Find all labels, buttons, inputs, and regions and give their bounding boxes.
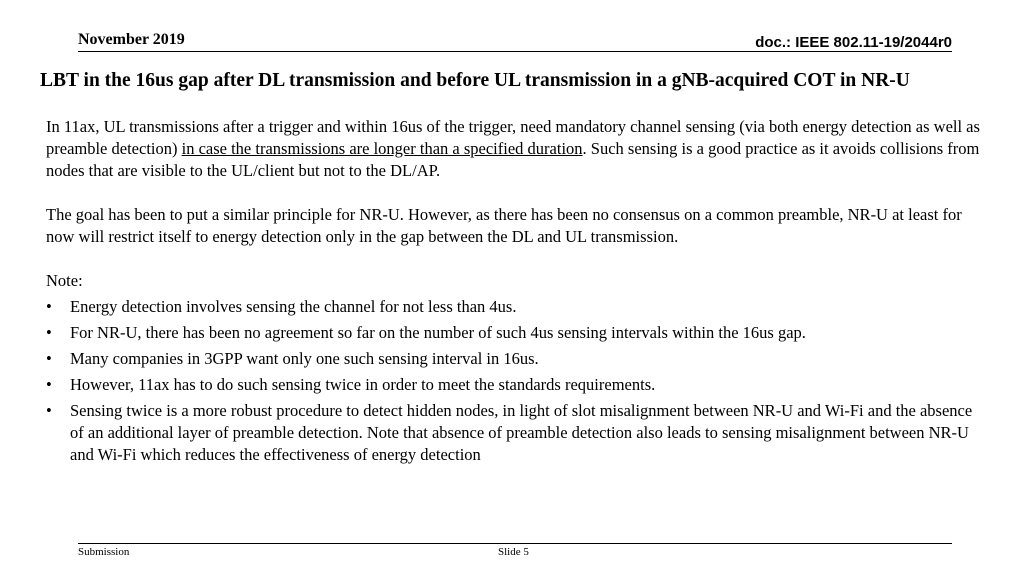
header-doc-id: doc.: IEEE 802.11-19/2044r0 <box>755 34 952 51</box>
list-item-text: For NR-U, there has been no agreement so far on the number of such 4us sensing intervals within the 16us gap. <box>70 323 806 342</box>
list-item <box>46 400 986 466</box>
bullet-icon: • <box>46 401 52 420</box>
list-item-text: However, 11ax has to do such sensing twice in order to meet the standards requirements. <box>70 375 656 394</box>
list-item-text: Sensing twice is a more robust procedure to detect hidden nodes, in light of slot misalignment between NR-U and Wi-Fi and the absence of an additional layer of preamble detection. Note that absence of preamble detection also leads to sensing misalignment between NR-U and Wi-Fi which reduces the effectiveness of energy detection <box>70 401 973 464</box>
note-label: Note: <box>46 271 83 290</box>
list-item <box>46 296 986 318</box>
footer-submission: Submission <box>78 546 130 558</box>
bullet-icon: • <box>46 323 52 342</box>
list-item-text: Many companies in 3GPP want only one such sensing interval in 16us. <box>70 349 539 368</box>
paragraph-1-underlined: in case the transmissions are longer than a specified duration <box>181 139 583 158</box>
header-date: November 2019 <box>78 31 185 48</box>
slide-title: LBT in the 16us gap after DL transmission and before UL transmission in a gNB-acquired COT in NR-U <box>40 70 910 91</box>
bullet-icon: • <box>46 349 52 368</box>
paragraph-2: The goal has been to put a similar principle for NR-U. However, as there has been no consensus on a common preamble, NR-U at least for now will restrict itself to energy detection only in the gap between the DL and UL transmission. <box>46 205 962 246</box>
paragraph-1 <box>46 116 986 182</box>
slide-body <box>46 116 986 466</box>
footer-divider <box>78 543 952 544</box>
bullet-icon: • <box>46 297 52 316</box>
list-item <box>46 374 986 396</box>
list-item <box>46 322 986 344</box>
note-list <box>46 296 986 466</box>
footer-slide-number: Slide 5 <box>498 546 529 558</box>
paragraph-1-tail: . Such sensing is a good practice as it avoids collisions from nodes that are visible to the UL/client but not to the DL/AP. <box>46 139 980 180</box>
paragraph-1-text: In 11ax, UL transmissions after a trigger and within 16us of the trigger, need mandatory channel sensing (via both energy detection as well as preamble detection) <box>46 117 980 158</box>
header-divider <box>78 51 952 52</box>
list-item-text: Energy detection involves sensing the channel for not less than 4us. <box>70 297 517 316</box>
list-item <box>46 348 986 370</box>
bullet-icon: • <box>46 375 52 394</box>
